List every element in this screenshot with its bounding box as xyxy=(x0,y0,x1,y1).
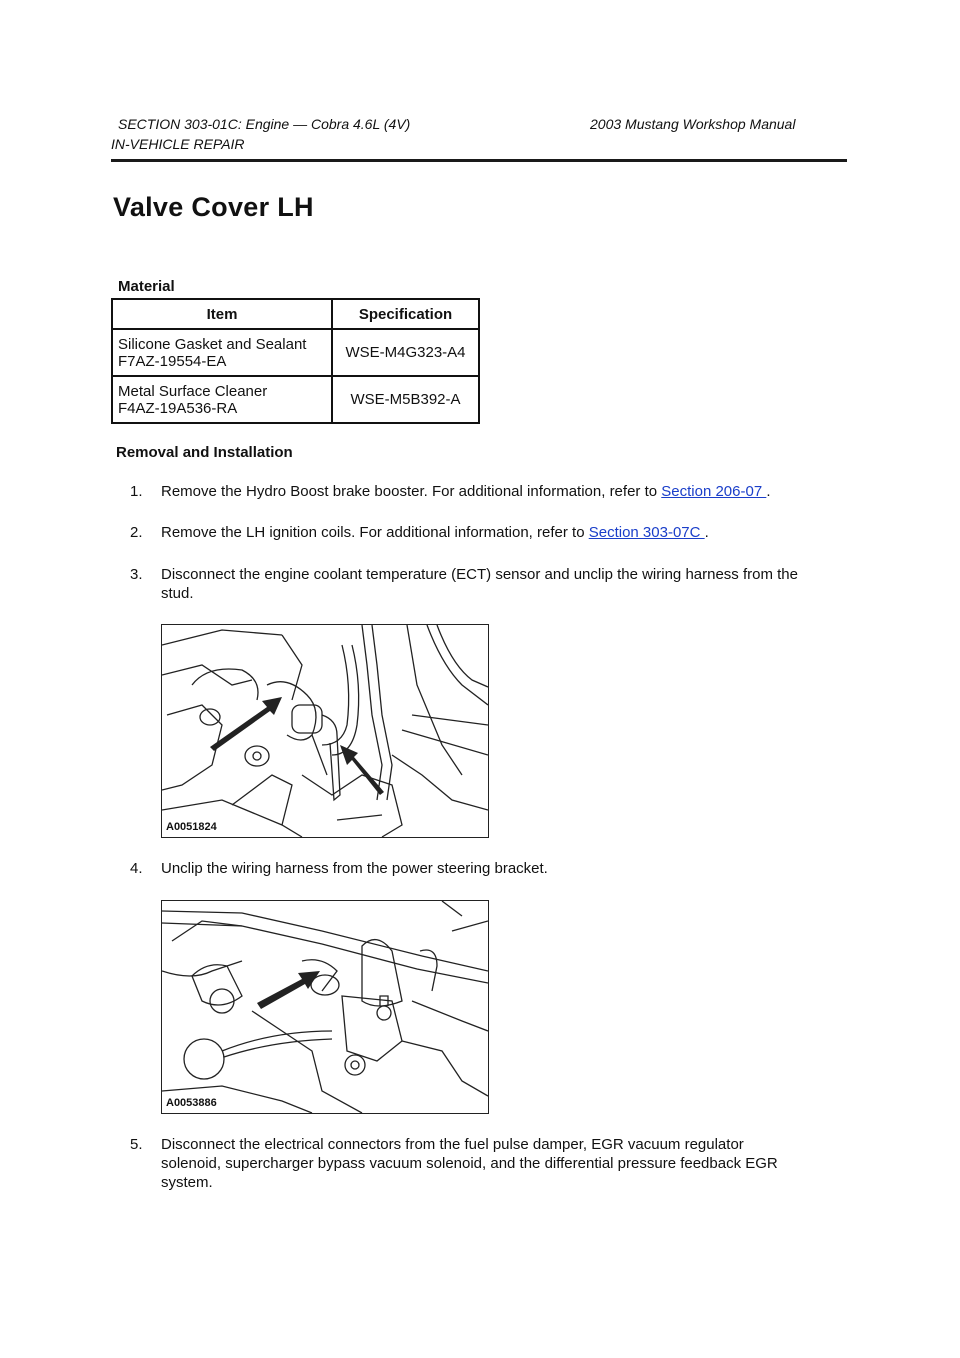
step-line: solenoid, supercharger bypass vacuum solenoid, and the differential pressure feedback EGR xyxy=(161,1155,778,1172)
procedure-heading: Removal and Installation xyxy=(116,444,293,461)
step-number: 4. xyxy=(130,860,143,877)
step-1 xyxy=(130,482,850,502)
step-text xyxy=(161,1135,778,1192)
item-cell xyxy=(112,329,332,376)
harness-bracket-figure xyxy=(161,900,489,1114)
step-number: 2. xyxy=(130,524,143,541)
harness-bracket-illustration-icon xyxy=(162,901,488,1113)
step-text xyxy=(161,565,798,603)
section-303-07c-link[interactable]: Section 303-07C xyxy=(588,524,705,541)
figure-label: A0053886 xyxy=(166,1097,217,1109)
step-body: Remove the Hydro Boost brake booster. For additional information, refer to xyxy=(161,483,662,500)
item-name: Silicone Gasket and Sealant xyxy=(118,335,307,353)
step-line: system. xyxy=(161,1174,213,1191)
step-number: 1. xyxy=(130,483,143,500)
step-line: stud. xyxy=(161,585,194,602)
table-row xyxy=(112,329,479,376)
figure-label: A0051824 xyxy=(166,821,217,833)
step-line: Disconnect the electrical connectors from the fuel pulse damper, EGR vacuum regulator xyxy=(161,1136,744,1153)
table-row xyxy=(112,376,479,423)
step-number: 5. xyxy=(130,1136,143,1153)
section-206-07-link[interactable]: Section 206-07 xyxy=(661,483,767,500)
step-2 xyxy=(130,523,850,543)
step-3 xyxy=(130,565,860,605)
step-text xyxy=(161,482,771,501)
material-label: Material xyxy=(118,278,175,295)
column-header-item: Item xyxy=(112,299,332,329)
item-name: Metal Surface Cleaner xyxy=(118,382,268,400)
page-title: Valve Cover LH xyxy=(113,192,314,222)
header-rule xyxy=(111,159,847,162)
item-cell xyxy=(112,376,332,423)
material-table xyxy=(111,298,480,424)
step-5 xyxy=(130,1135,860,1195)
manual-title: 2003 Mustang Workshop Manual xyxy=(590,116,796,132)
item-part-number: F7AZ-19554-EA xyxy=(118,352,227,370)
ect-sensor-illustration-icon xyxy=(162,625,488,837)
ect-sensor-figure xyxy=(161,624,489,838)
step-line: Disconnect the engine coolant temperature (ECT) sensor and unclip the wiring harness from the xyxy=(161,566,798,583)
subsection-title: IN-VEHICLE REPAIR xyxy=(111,136,245,152)
column-header-specification: Specification xyxy=(332,299,479,329)
section-header: SECTION 303-01C: Engine — Cobra 4.6L (4V) xyxy=(118,116,411,132)
step-4 xyxy=(130,859,850,879)
step-punct: . xyxy=(704,524,709,541)
table-header-row xyxy=(112,299,479,329)
step-punct: . xyxy=(766,483,771,500)
spec-cell: WSE-M4G323-A4 xyxy=(332,329,479,376)
step-text xyxy=(161,523,709,542)
spec-cell: WSE-M5B392-A xyxy=(332,376,479,423)
step-text: Unclip the wiring harness from the power steering bracket. xyxy=(161,860,548,877)
step-number: 3. xyxy=(130,566,143,583)
item-part-number: F4AZ-19A536-RA xyxy=(118,399,238,417)
step-body: Remove the LH ignition coils. For additional information, refer to xyxy=(161,524,589,541)
